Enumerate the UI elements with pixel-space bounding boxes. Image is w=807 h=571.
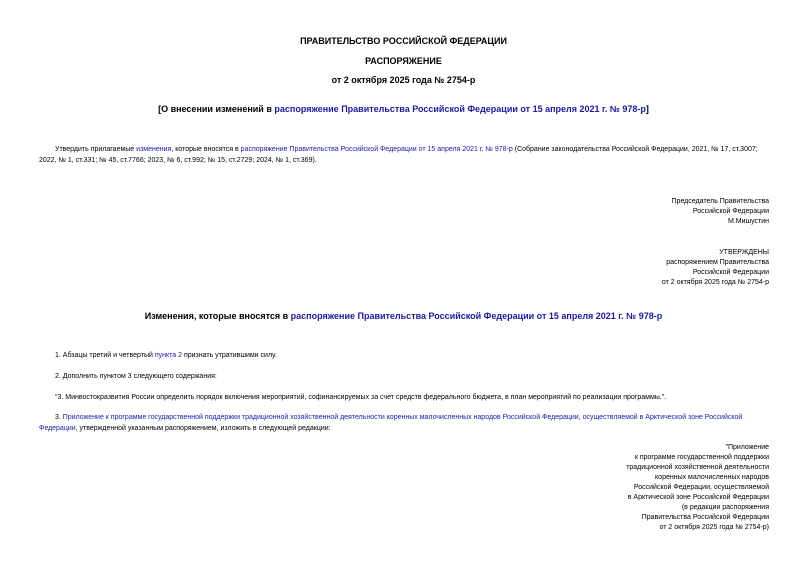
item-2-quote: "3. Минвостокразвития России определить порядок включения мероприятий, софинансируемых за счет средств федерального бюджета, в план мероприятий по реализации программы.". — [55, 394, 667, 401]
appendix-line: (в редакции распоряжения — [681, 504, 769, 511]
changes-title-prefix: Изменения, которые вносятся в — [144, 311, 291, 321]
signature-line: М.Мишустин — [727, 218, 769, 225]
appendix-line: от 2 октября 2025 года № 2754-р) — [659, 524, 769, 531]
item-1 — [39, 350, 769, 361]
item3-text-2: , утвержденной указанным распоряжением, изложить в следующей редакции: — [75, 425, 331, 432]
approved-block — [662, 248, 769, 288]
signature-line: Российской Федерации — [692, 208, 769, 215]
document-type: РАСПОРЯЖЕНИЕ — [365, 56, 442, 66]
item1-text-2: признать утратившими силу. — [182, 352, 277, 359]
appendix-header-block — [626, 443, 769, 533]
appendix-line: к программе государственной поддержки — [634, 454, 769, 461]
signature-line: Председатель Правительства — [671, 198, 769, 205]
appendix-line: Правительства Российской Федерации — [641, 514, 769, 521]
changes-title — [0, 311, 807, 321]
appendix-line: в Арктической зоне Российской Федерации — [627, 494, 769, 501]
appendix-line: "Приложение — [725, 444, 769, 451]
appendix-line: Российской Федерации, осуществляемой — [633, 484, 769, 491]
appendix-line: коренных малочисленных народов — [655, 474, 769, 481]
item-2: 2. Дополнить пунктом 3 следующего содержания: — [55, 373, 217, 380]
item-3 — [39, 412, 769, 434]
document-subject — [0, 104, 807, 114]
main-paragraph — [39, 144, 769, 166]
order-978-link[interactable]: распоряжение Правительства Российской Федерации от 15 апреля 2021 г. № 978-р — [240, 146, 513, 153]
changes-title-link[interactable]: распоряжение Правительства Российской Федерации от 15 апреля 2021 г. № 978-р — [290, 311, 663, 321]
appendix-line: традиционной хозяйственной деятельности — [626, 464, 769, 471]
main-para-text-3: (Собрание законодательства Российской Федерации, 2021, № 17, ст.3007; 2022, № 1, ст.331; № 45, ст.7766; 2023, № 6, ст.992; № 15, ст.2729; 2024, № 1, ст.369). — [39, 146, 758, 164]
document-date-number: от 2 октября 2025 года № 2754-р — [331, 75, 476, 85]
changes-link[interactable]: изменения — [136, 146, 172, 153]
approved-line: от 2 октября 2025 года № 2754-р — [661, 279, 769, 286]
subject-prefix: [О внесении изменений в — [158, 104, 275, 114]
item3-text-1: 3. — [55, 414, 63, 421]
approved-line: распоряжением Правительства — [666, 259, 769, 266]
point-2-link[interactable]: пункта 2 — [154, 352, 183, 359]
appendix-link[interactable]: Приложение к программе государственной поддержки традиционной хозяйственной деятельности коренных малочисленных народов Российской Федерации, осуществляемой в Арктической зоне Российской Федерации — [39, 414, 743, 432]
main-para-text-1: Утвердить прилагаемые — [55, 146, 137, 153]
signature-block — [672, 197, 769, 227]
main-para-text-2: , которые вносятся в — [171, 146, 241, 153]
item1-text-1: 1. Абзацы третий и четвертый — [55, 352, 155, 359]
subject-link[interactable]: распоряжение Правительства Российской Федерации от 15 апреля 2021 г. № 978-р — [274, 104, 646, 114]
subject-suffix: ] — [645, 104, 649, 114]
approved-line: УТВЕРЖДЕНЫ — [719, 249, 769, 256]
document-org-title: ПРАВИТЕЛЬСТВО РОССИЙСКОЙ ФЕДЕРАЦИИ — [300, 36, 507, 46]
approved-line: Российской Федерации — [692, 269, 769, 276]
